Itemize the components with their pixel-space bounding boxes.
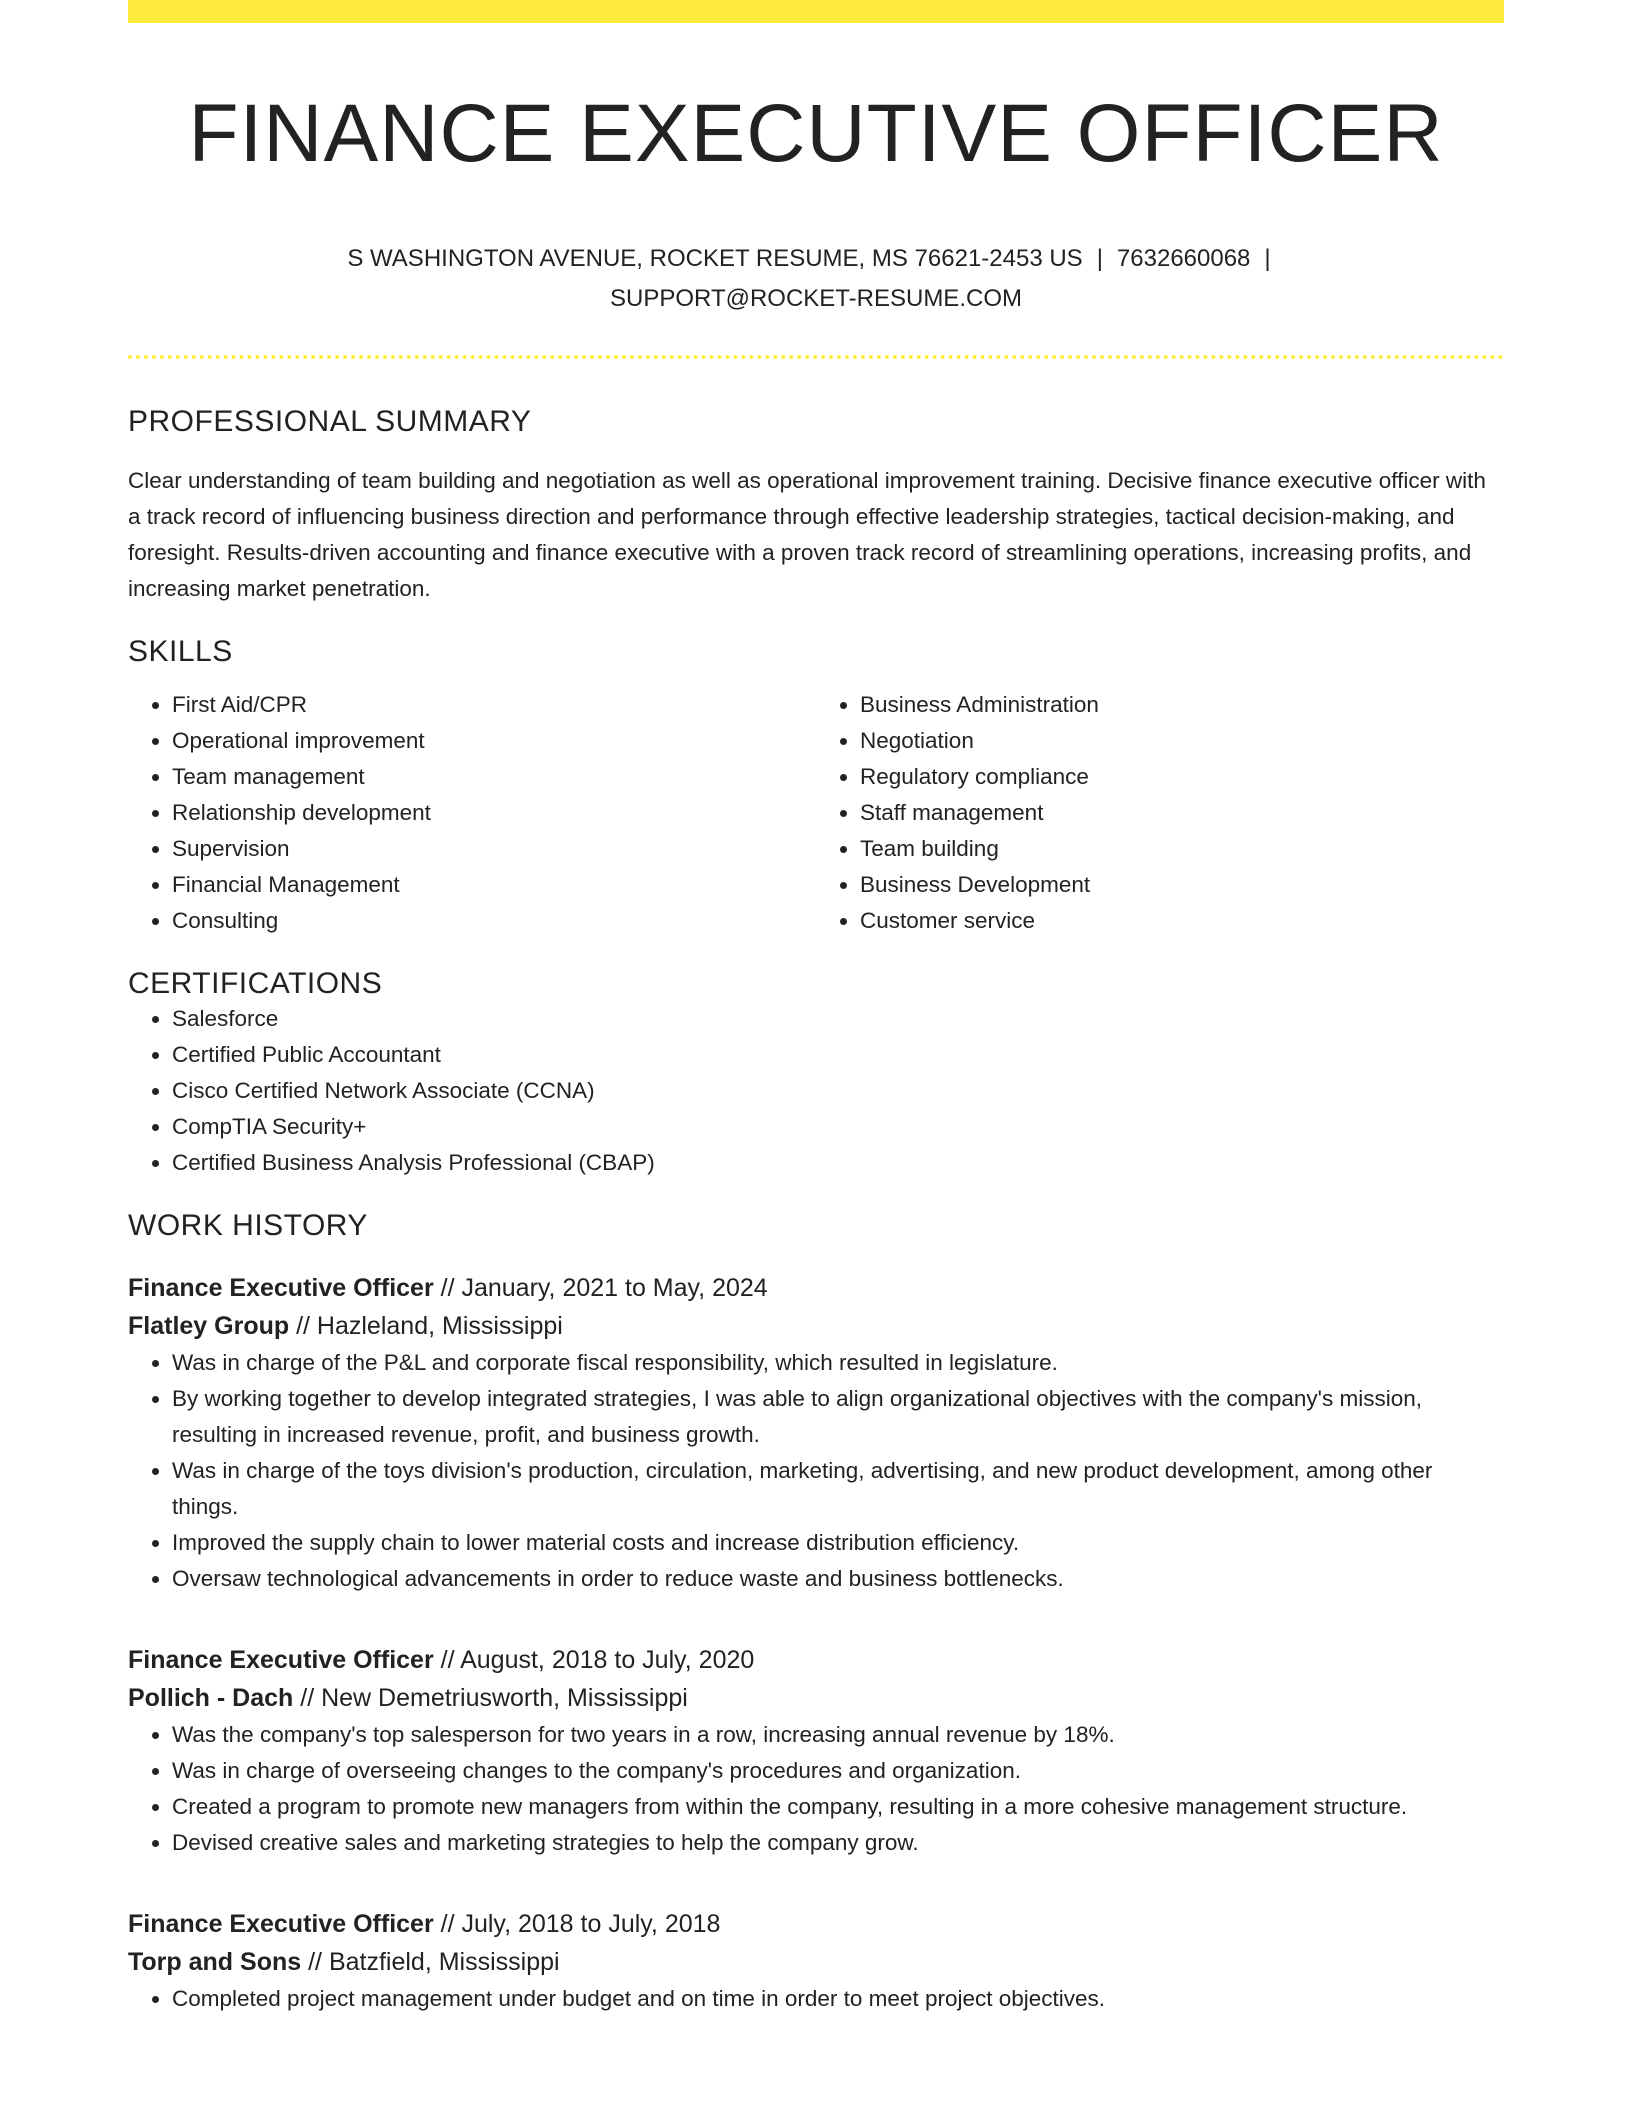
skill-item: • Regulatory compliance bbox=[860, 759, 1504, 795]
job-entry bbox=[128, 1269, 1504, 1597]
job-bullet: • Was in charge of overseeing changes to the company's procedures and organization. bbox=[172, 1753, 1504, 1789]
job-bullet: • Devised creative sales and marketing strategies to help the company grow. bbox=[172, 1825, 1504, 1861]
job-bullet: • Was the company's top salesperson for two years in a row, increasing annual revenue by 18%. bbox=[172, 1717, 1504, 1753]
job-company: Flatley Group bbox=[128, 1312, 290, 1341]
skill-item: • Team management bbox=[172, 759, 816, 795]
certification-item: • Cisco Certified Network Associate (CCNA) bbox=[172, 1073, 1504, 1109]
skills-heading: SKILLS bbox=[128, 635, 233, 669]
job-role: Finance Executive Officer bbox=[128, 1646, 434, 1675]
skill-item: • Business Development bbox=[860, 867, 1504, 903]
resume-page bbox=[128, 0, 1504, 2017]
contact-separator: | bbox=[1096, 245, 1103, 273]
job-dates: // July, 2018 to July, 2018 bbox=[433, 1910, 721, 1939]
dotted-divider bbox=[128, 355, 1504, 359]
job-bullet: • Completed project management under budget and on time in order to meet project objectives. bbox=[172, 1981, 1504, 2017]
resume-name: FINANCE EXECUTIVE OFFICER bbox=[188, 88, 1444, 179]
job-entry bbox=[128, 1641, 1504, 1861]
job-company-line bbox=[128, 1679, 1504, 1717]
skill-item: • Operational improvement bbox=[172, 723, 816, 759]
certification-item: • Certified Public Accountant bbox=[172, 1037, 1504, 1073]
skill-item: • Consulting bbox=[172, 903, 816, 939]
skill-item: • Negotiation bbox=[860, 723, 1504, 759]
skill-item: • Staff management bbox=[860, 795, 1504, 831]
certification-item: • CompTIA Security+ bbox=[172, 1109, 1504, 1145]
accent-top-bar bbox=[128, 0, 1504, 23]
skill-item: • Team building bbox=[860, 831, 1504, 867]
job-company-line bbox=[128, 1307, 1504, 1345]
skill-item: • Customer service bbox=[860, 903, 1504, 939]
job-location: // New Demetriusworth, Mississippi bbox=[293, 1684, 688, 1713]
contact-separator: | bbox=[1264, 245, 1271, 273]
skills-right-list bbox=[816, 687, 1504, 939]
job-bullet: • Was in charge of the P&L and corporate fiscal responsibility, which resulted in legislature. bbox=[172, 1345, 1504, 1381]
job-role-line bbox=[128, 1641, 1504, 1679]
skills-left-list bbox=[128, 687, 816, 939]
skill-item: • Financial Management bbox=[172, 867, 816, 903]
skills-grid bbox=[128, 687, 1504, 939]
contact-email: SUPPORT@ROCKET-RESUME.COM bbox=[610, 285, 1022, 313]
job-bullet: • Improved the supply chain to lower material costs and increase distribution efficiency. bbox=[172, 1525, 1504, 1561]
job-role: Finance Executive Officer bbox=[128, 1274, 434, 1303]
job-company: Pollich - Dach bbox=[128, 1684, 294, 1713]
contact-info bbox=[128, 239, 1504, 319]
contact-phone: 7632660068 bbox=[1116, 245, 1251, 273]
certifications-heading: CERTIFICATIONS bbox=[128, 967, 383, 1001]
work-history-heading: WORK HISTORY bbox=[128, 1209, 368, 1243]
job-role: Finance Executive Officer bbox=[128, 1910, 434, 1939]
skill-item: • Supervision bbox=[172, 831, 816, 867]
job-location: // Hazleland, Mississippi bbox=[289, 1312, 563, 1341]
skill-item: • Relationship development bbox=[172, 795, 816, 831]
job-bullets bbox=[128, 1345, 1504, 1597]
certification-item: • Salesforce bbox=[172, 1001, 1504, 1037]
job-bullet: • By working together to develop integrated strategies, I was able to align organizational objectives with the company's mission, resulting in increased revenue, profit, and business growth. bbox=[172, 1381, 1504, 1453]
job-entry bbox=[128, 1905, 1504, 2017]
certifications-list bbox=[128, 1001, 1504, 1181]
job-bullet: • Created a program to promote new managers from within the company, resulting in a more cohesive management structure. bbox=[172, 1789, 1504, 1825]
job-dates: // August, 2018 to July, 2020 bbox=[433, 1646, 755, 1675]
job-role-line bbox=[128, 1269, 1504, 1307]
contact-address: S WASHINGTON AVENUE, ROCKET RESUME, MS 76621-2453 US bbox=[347, 245, 1083, 273]
job-bullets bbox=[128, 1717, 1504, 1861]
certification-item: • Certified Business Analysis Professional (CBAP) bbox=[172, 1145, 1504, 1181]
job-bullet: • Was in charge of the toys division's production, circulation, marketing, advertising, and new product development, among other things. bbox=[172, 1453, 1504, 1525]
summary-text: Clear understanding of team building and negotiation as well as operational improvement training. Decisive finance executive officer with a track record of influencing business direction and performance through effective leadership strategies, tactical decision-making, and foresight. Results-driven accounting and finance executive with a proven track record of streamlining operations, increasing profits, and increasing market penetration. bbox=[128, 468, 1486, 602]
job-role-line bbox=[128, 1905, 1504, 1943]
job-company: Torp and Sons bbox=[128, 1948, 302, 1977]
job-bullet: • Oversaw technological advancements in order to reduce waste and business bottlenecks. bbox=[172, 1561, 1504, 1597]
skill-item: • Business Administration bbox=[860, 687, 1504, 723]
job-location: // Batzfield, Mississippi bbox=[301, 1948, 560, 1977]
job-bullets bbox=[128, 1981, 1504, 2017]
job-company-line bbox=[128, 1943, 1504, 1981]
job-dates: // January, 2021 to May, 2024 bbox=[433, 1274, 768, 1303]
skill-item: • First Aid/CPR bbox=[172, 687, 816, 723]
summary-heading: PROFESSIONAL SUMMARY bbox=[128, 405, 532, 439]
